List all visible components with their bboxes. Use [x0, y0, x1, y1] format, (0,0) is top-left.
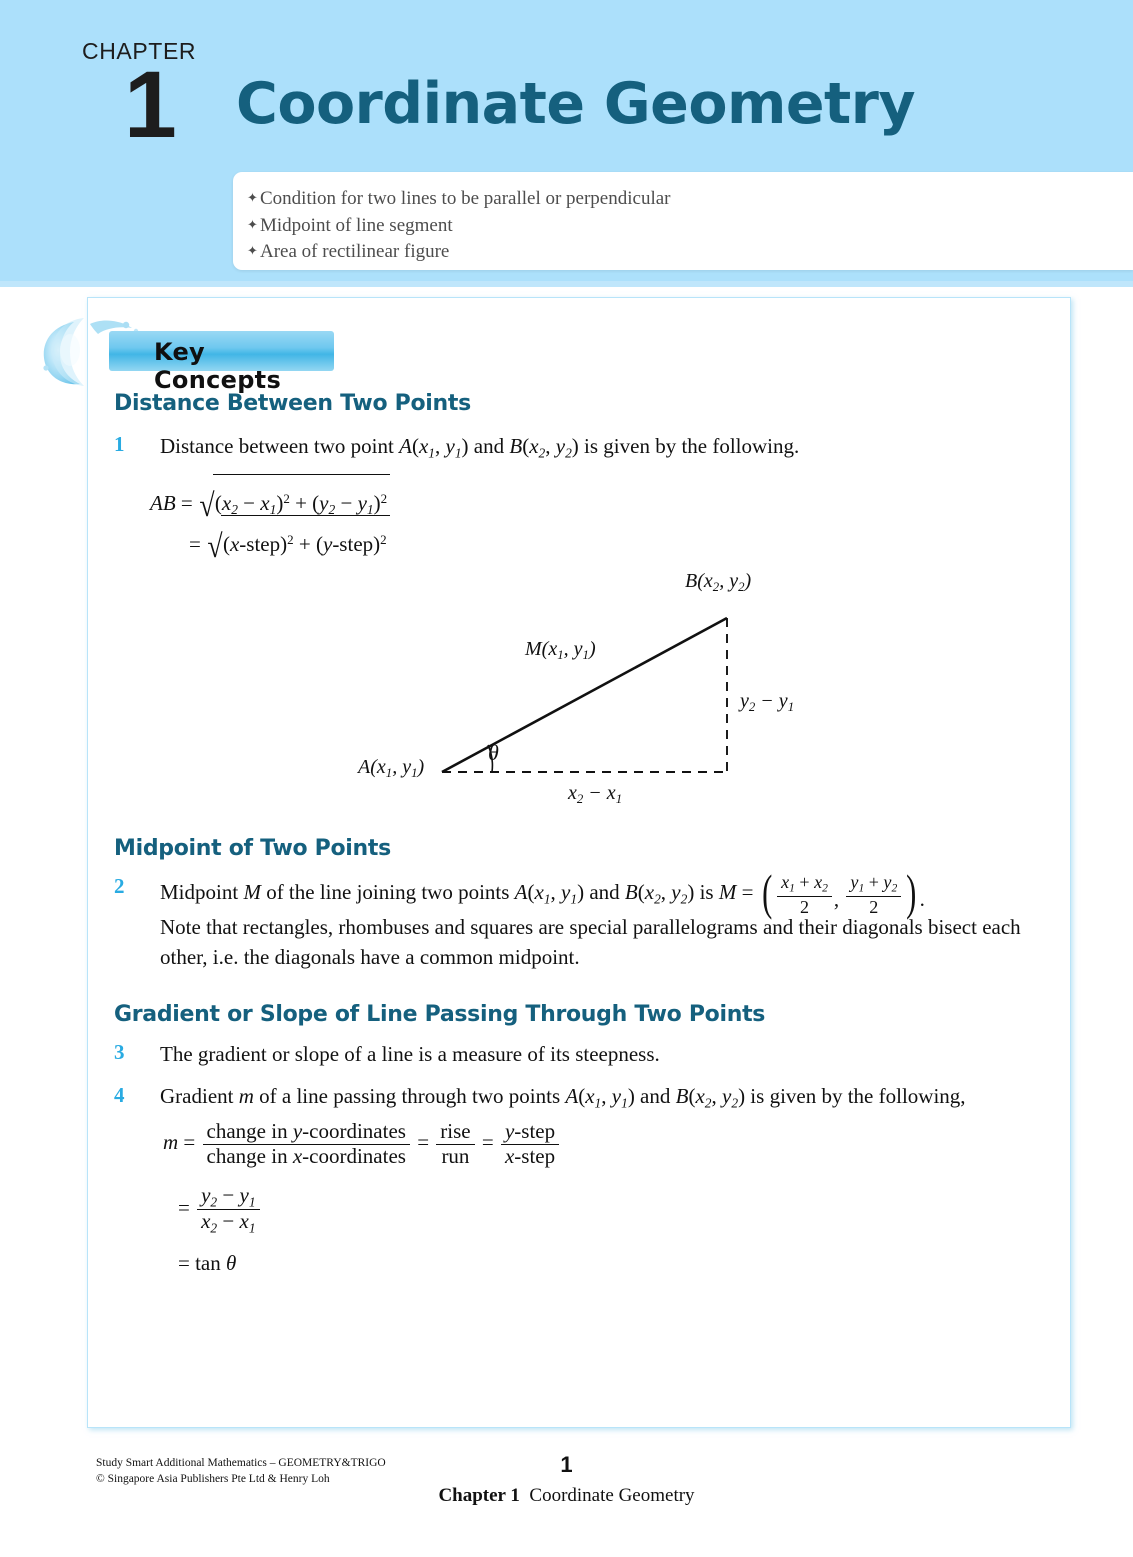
bullet-icon: ✦ — [247, 243, 258, 258]
key-concepts-label: Key Concepts — [154, 338, 282, 394]
item-number-2: 2 — [114, 874, 125, 898]
objective-text: Condition for two lines to be parallel or perpendicular — [260, 188, 671, 209]
item-number-4: 4 — [114, 1083, 125, 1107]
chapter-number: 1 — [124, 52, 175, 158]
formula-gradient-line-2: = $\frac{y_2 - y_1}{x_2 - x_1}$ — [178, 1184, 262, 1236]
figure-label-m: $M(x_1$, $y_1$) — [525, 638, 596, 663]
formula-gradient-line-1: m = $\frac{\text{change in y-coordinates}}{\text{change in x-coordinates}}$ = $\frac{\text{rise}}{\text{run}}$ = $\frac{\text{y-step}}{\text{x-step}}$ — [163, 1120, 561, 1168]
item-text-3: The gradient or slope of a line is a measure of its steepness. — [160, 1042, 660, 1066]
footer-line-1: Study Smart Additional Mathematics – GEOMETRY&TRIGO — [96, 1457, 386, 1469]
chapter-word-label: CHAPTER — [82, 38, 197, 64]
figure-label-run: $x_2 - x_1$ — [568, 782, 623, 807]
section-heading-midpoint: Midpoint of Two Points — [114, 836, 391, 861]
section-heading-distance: Distance Between Two Points — [114, 391, 471, 416]
footer-chapter-label — [0, 1485, 1133, 1507]
item-1-lead: Distance between two point — [160, 434, 400, 458]
objective-text: Area of rectilinear figure — [260, 241, 450, 262]
objective-text: Midpoint of line segment — [260, 214, 453, 236]
item-text-2: Midpoint M of the line joining two points $A(x_1$, $y_1$) and $B(x_2$, $y_2$) is M = ( $\frac{x_1 + x_2}{2}$ , $\frac{y_1 + y_2}{2}$ ) . — [160, 864, 925, 920]
item-1-tail: is given by the following. — [578, 434, 800, 458]
point-b-label: B — [509, 434, 523, 458]
key-concepts-banner — [40, 322, 340, 394]
right-triangle-diagram — [330, 560, 850, 820]
list-item — [247, 238, 1133, 265]
list-item — [247, 185, 1133, 212]
formula-distance-line-1: AB = $√(x_2 - x_1)^2 + (y_2 - y_1)^2$ — [150, 474, 390, 532]
objectives-box — [233, 172, 1133, 270]
item-number-3: 3 — [114, 1040, 125, 1064]
header-rule — [0, 281, 1133, 287]
figure-label-rise: $y_2 - y_1$ — [740, 690, 795, 715]
footer-chapter-rest: Coordinate Geometry — [529, 1485, 695, 1506]
point-a-label: A — [399, 434, 412, 458]
section-heading-gradient: Gradient or Slope of Line Passing Through Two Points — [114, 1002, 766, 1027]
formula-gradient-line-3: = tan θ — [178, 1251, 237, 1275]
page-title: Coordinate Geometry — [236, 71, 916, 137]
item-number-1: 1 — [114, 432, 125, 456]
figure-label-theta: θ — [488, 740, 499, 765]
page-number: 1 — [560, 1452, 573, 1477]
list-item — [247, 212, 1133, 239]
key-concepts-tab — [109, 331, 334, 394]
item-text-1: Distance between two point $A(x_1$, $y_1$) and $B(x_2$, $y_2$) is given by the following. — [160, 434, 800, 461]
figure-label-a: $A(x_1$, $y_1$) — [358, 756, 425, 781]
bullet-icon: ✦ — [247, 216, 258, 232]
item-text-4: Gradient m of a line passing through two points $A(x_1$, $y_1$) and $B(x_2$, $y_2$) is given by the following, — [160, 1084, 966, 1111]
item-note-2: Note that rectangles, rhombuses and squares are special parallelograms and their diagonals bisect each other, i.e. the diagonals have a common midpoint. — [160, 915, 1021, 969]
formula-distance-line-2: = √(x-step)$^2$ + (y-step)$^2$ — [189, 515, 390, 566]
footer-line-2: © Singapore Asia Publishers Pte Ltd & Henry Loh — [96, 1472, 330, 1485]
figure-label-b: $B(x_2$, $y_2$) — [685, 570, 752, 595]
bullet-icon: ✦ — [247, 190, 258, 205]
objectives-list — [233, 172, 1133, 265]
footer-chapter-bold: Chapter 1 — [438, 1485, 520, 1506]
item-1-mid: and — [468, 434, 510, 458]
